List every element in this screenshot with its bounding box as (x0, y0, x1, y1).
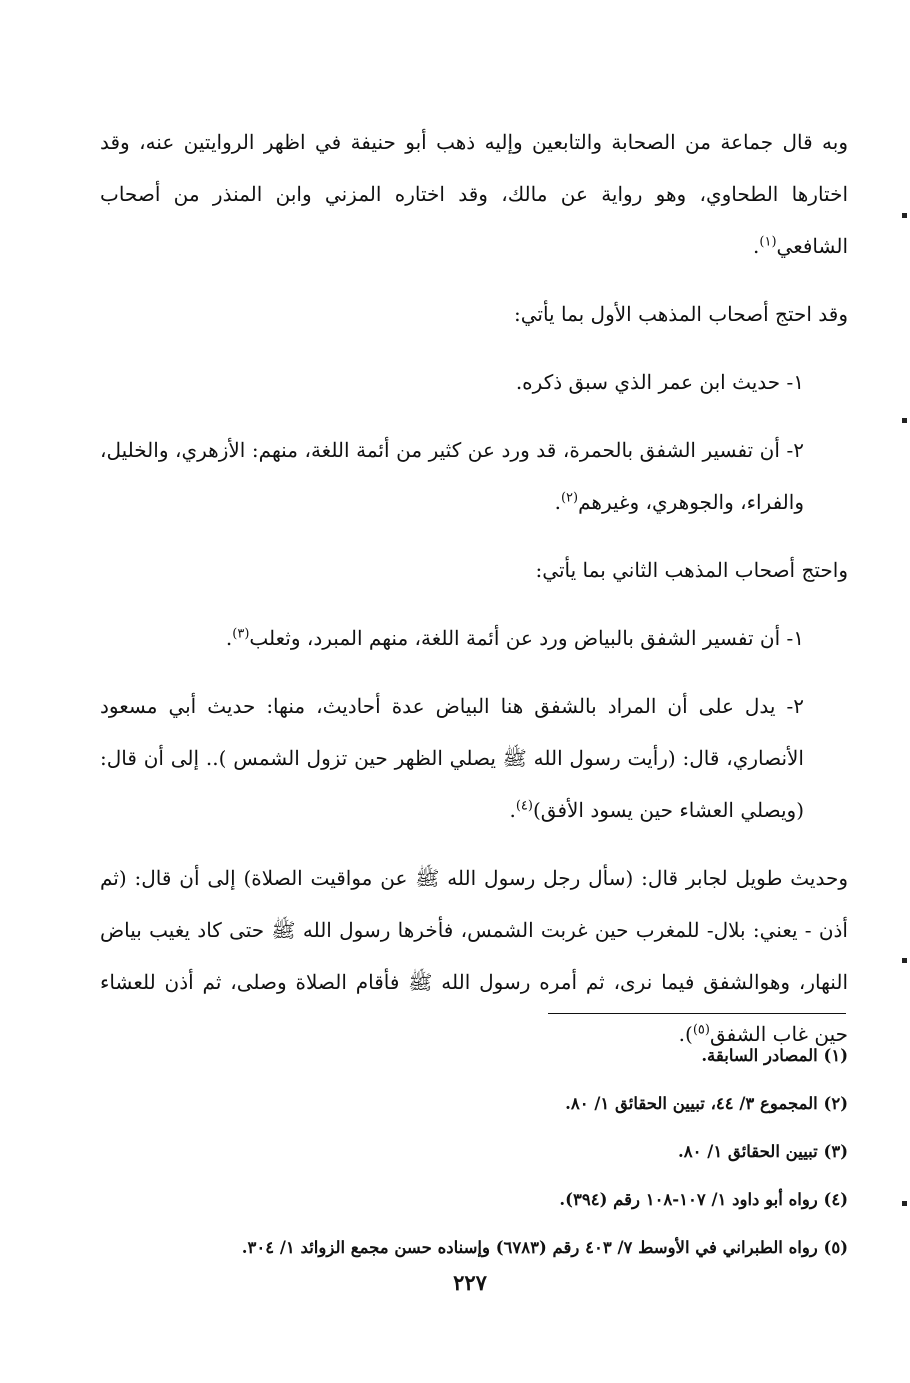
footnote-3: (٣) تبيين الحقائق ١/ ٨٠. (678, 1142, 848, 1161)
paragraph-1: وبه قال جماعة من الصحابة والتابعين وإليه ذهب أبو حنيفة في اظهر الروايتين عنه، وقد اختارها الطحاوي، وهو رواية عن مالك، وقد اختاره المزني وابن المنذر من أصحاب الشافعي$^{(١)}$. (100, 130, 848, 258)
paragraph-8: وحديث طويل لجابر قال: (سأل رجل رسول الله ﷺ عن مواقيت الصلاة) إلى أن قال: (ثم أذن - يعني: بلال- للمغرب حين غربت الشمس، فأخرها رسول الله ﷺ حتى كاد يغيب بياض النهار، وهوالشفق فيما نرى، ثم أمره رسول الله ﷺ فأقام الصلاة وصلى، ثم أذن للعشاء حين غاب الشفق$^{(٥)}$). (100, 866, 848, 1046)
page-number: ٢٢٧ (453, 1270, 487, 1295)
body-text (100, 116, 848, 1076)
footnote-ref-4[interactable]: (٤) (515, 798, 533, 814)
paragraph-2: وقد احتج أصحاب المذهب الأول بما يأتي: (513, 302, 848, 326)
paragraph-5: واحتج أصحاب المذهب الثاني بما يأتي: (535, 558, 848, 582)
paragraph-3: ١- حديث ابن عمر الذي سبق ذكره. (515, 370, 804, 394)
footnote-ref-5[interactable]: (٥) (692, 1022, 710, 1038)
footnote-ref-2[interactable]: (٢) (560, 490, 579, 506)
paragraph-7: ٢- يدل على أن المراد بالشفق هنا البياض عدة أحاديث، منها: حديث أبي مسعود الأنصاري، قال: (رأيت رسول الله ﷺ يصلي الظهر حين تزول الشمس ).. إلى أن قال: (ويصلي العشاء حين يسود الأفق)$^{(٤)}$. (100, 694, 804, 822)
footnote-4: (٤) رواه أبو داود ١/ ١٠٧-١٠٨ رقم (٣٩٤). (559, 1190, 848, 1209)
paragraph-6: ١- أن تفسير الشفق بالبياض ورد عن أئمة اللغة، منهم المبرد، وثعلب$^{(٣)}$. (225, 626, 804, 650)
margin-dot-3 (902, 958, 907, 963)
footnote-ref-1[interactable]: (١) (759, 234, 777, 250)
footnote-ref-3[interactable]: (٣) (232, 626, 250, 642)
margin-dot-2 (902, 418, 907, 423)
paragraph-4: ٢- أن تفسير الشفق بالحمرة، قد ورد عن كثير من أئمة اللغة، منهم: الأزهري، والخليل، والفراء، والجوهري، وغيرهم$^{(٢)}$. (100, 438, 804, 514)
footnotes (100, 1032, 848, 1272)
margin-dot-4 (902, 1201, 907, 1206)
footnote-separator (548, 1013, 846, 1014)
margin-dot-1 (902, 213, 907, 218)
footnote-5: (٥) رواه الطبراني في الأوسط ٧/ ٤٠٣ رقم (٦٧٨٣) وإسناده حسن مجمع الزوائد ١/ ٣٠٤. (241, 1238, 848, 1257)
footnote-2: (٢) المجموع ٣/ ٤٤، تبيين الحقائق ١/ ٨٠. (565, 1094, 848, 1113)
footnote-1: (١) المصادر السابقة. (701, 1046, 848, 1065)
